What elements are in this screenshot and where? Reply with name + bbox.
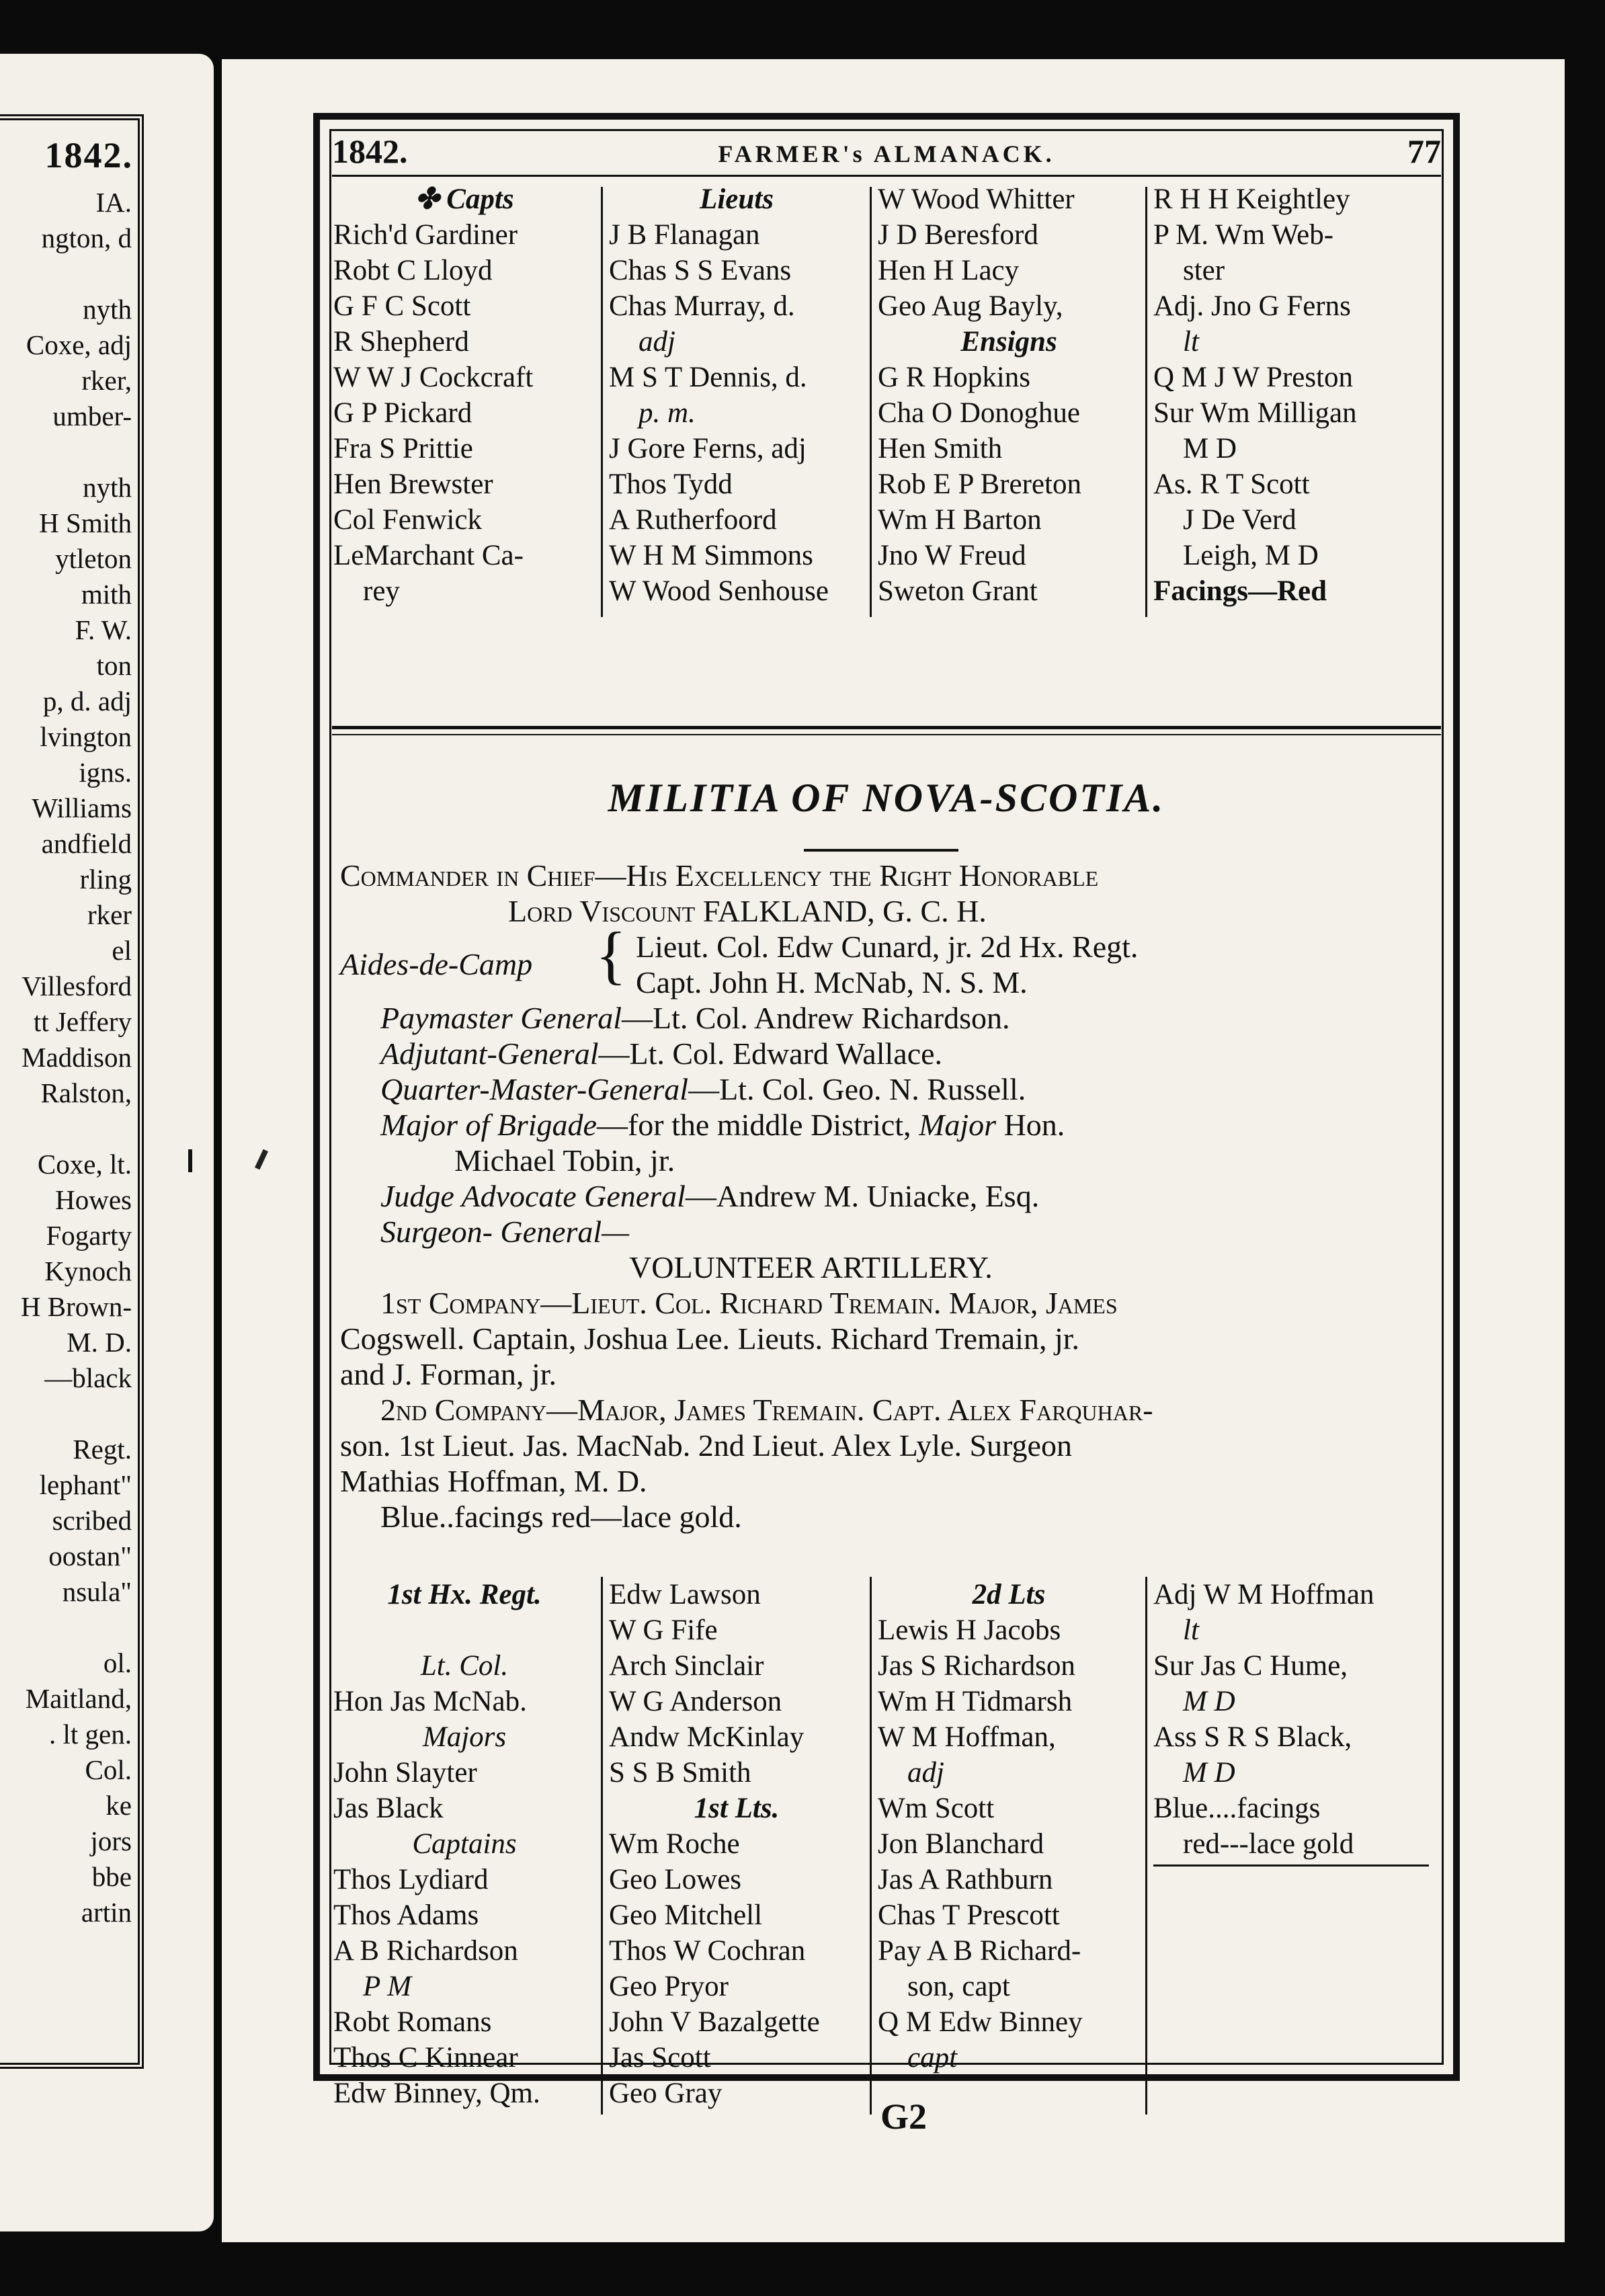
- officer-name: Hon Jas McNab.: [333, 1686, 527, 1717]
- left-page-line: Coxe, adj: [26, 329, 132, 360]
- militia-staff-list: [340, 858, 1440, 1534]
- officer-name: Sur Jas C Hume,: [1153, 1650, 1348, 1682]
- left-page-line: p, d. adj: [42, 686, 132, 716]
- officer-name: G F C Scott: [333, 290, 471, 322]
- officer-name: Hen Smith: [878, 433, 1003, 464]
- officer-name: Edw Lawson: [609, 1579, 761, 1610]
- officer-name: W Wood Senhouse: [609, 575, 829, 607]
- officer-name: A B Richardson: [333, 1935, 518, 1967]
- left-page-line: ngton, d: [41, 222, 132, 253]
- column-divider: [870, 187, 872, 617]
- header-rule: [332, 175, 1441, 177]
- officer-name: J De Verd: [1183, 504, 1297, 536]
- left-page-line: bbe: [91, 1861, 132, 1892]
- officer-name: W Wood Whitter: [878, 183, 1075, 215]
- officer-name: Thos W Cochran: [609, 1935, 806, 1967]
- officer-name: LeMarchant Ca-: [333, 540, 524, 571]
- officer-name: J B Flanagan: [609, 219, 760, 251]
- officer-name: Chas Murray, d.: [609, 290, 795, 322]
- officer-name: W W J Cockcraft: [333, 362, 534, 393]
- left-page-line: Fogarty: [46, 1220, 132, 1251]
- left-page-line: [0, 256, 132, 292]
- officer-name: Geo Pryor: [609, 1971, 729, 2002]
- officer-name: Jas Scott: [609, 2042, 711, 2074]
- left-page-line: rker,: [81, 365, 132, 396]
- officer-note: lt: [1183, 326, 1199, 358]
- left-page-line: H Smith: [39, 507, 132, 538]
- rank-heading: 1st Lts.: [694, 1793, 780, 1824]
- halifax-column-4: [1153, 1577, 1436, 1862]
- left-page-line: Maddison: [22, 1042, 132, 1073]
- left-page-line: jors: [90, 1826, 132, 1856]
- artillery-heading: VOLUNTEER ARTILLERY.: [629, 1250, 993, 1284]
- officer-note: M D: [1183, 1757, 1235, 1789]
- officer-name: John Slayter: [333, 1757, 477, 1789]
- artillery-line: Cogswell. Captain, Joshua Lee. Lieuts. Richard Tremain, jr.: [340, 1321, 1080, 1356]
- officer-name: R Shepherd: [333, 326, 469, 358]
- left-page-line: tt Jeffery: [33, 1006, 132, 1037]
- officer-note: capt: [907, 2042, 958, 2074]
- officers-column-capts: [333, 181, 595, 609]
- left-page-line: oostan": [48, 1541, 132, 1571]
- binding-mark: [188, 1149, 192, 1172]
- title-underline: [804, 849, 958, 852]
- officer-name: ster: [1183, 255, 1225, 286]
- officer-name: G P Pickard: [333, 397, 472, 429]
- running-header: [332, 132, 1441, 172]
- officer-name: Arch Sinclair: [609, 1650, 764, 1682]
- officer-name: Robt Romans: [333, 2006, 492, 2038]
- column-divider: [601, 1577, 603, 2115]
- brigade-line-cont: Michael Tobin, jr.: [454, 1143, 675, 1178]
- officer-name: Wm Scott: [878, 1793, 995, 1824]
- artillery-line: 1st Company—Lieut. Col. Richard Tremain. Major, James: [380, 1286, 1118, 1320]
- capts-heading: ✤ Capts: [415, 183, 514, 215]
- officer-name: Sur Wm Milligan: [1153, 397, 1357, 429]
- left-page-line: Maitland,: [25, 1683, 132, 1714]
- officer-name: As. R T Scott: [1153, 468, 1310, 500]
- column-end-rule: [1153, 1864, 1429, 1867]
- officer-name: Hen Brewster: [333, 468, 493, 500]
- facings-note: red---lace gold: [1183, 1828, 1354, 1860]
- officer-name: Col Fenwick: [333, 504, 482, 536]
- officer-name: Andw McKinlay: [609, 1721, 805, 1753]
- left-page-line: lvington: [40, 721, 132, 752]
- ensigns-heading: Ensigns: [960, 326, 1057, 358]
- commander-line: Lord Viscount FALKLAND, G. C. H.: [508, 894, 987, 928]
- left-page-line: ol.: [103, 1647, 132, 1678]
- officer-note: P M: [363, 1971, 412, 2002]
- header-year: 1842.: [332, 132, 408, 170]
- officer-name: G R Hopkins: [878, 362, 1030, 393]
- officer-name: J D Beresford: [878, 219, 1038, 251]
- officers-column-staff: [1153, 181, 1436, 609]
- left-page-line: . lt gen.: [49, 1719, 132, 1750]
- halifax-column-2: [609, 1577, 864, 2111]
- left-page-line: [0, 1396, 132, 1432]
- left-page-line: andfield: [41, 828, 132, 859]
- left-page-line: ytleton: [55, 543, 132, 574]
- left-page-text: [0, 185, 132, 1930]
- officer-name: Robt C Lloyd: [333, 255, 493, 286]
- column-divider: [1145, 187, 1147, 617]
- officer-name: Geo Mitchell: [609, 1899, 763, 1931]
- aide-line: Lieut. Col. Edw Cunard, jr. 2d Hx. Regt.: [636, 930, 1139, 964]
- officer-name: W M Hoffman,: [878, 1721, 1056, 1753]
- column-divider: [1145, 1577, 1147, 2115]
- column-divider: [870, 1577, 872, 2115]
- officer-name: W G Anderson: [609, 1686, 782, 1717]
- officer-name: J Gore Ferns, adj: [609, 433, 807, 464]
- aides-label: Aides-de-Camp: [340, 947, 533, 981]
- officer-name: A Rutherfoord: [609, 504, 777, 536]
- quartermaster-line: Quarter-Master-General—Lt. Col. Geo. N. Russell.: [380, 1072, 1026, 1106]
- officer-name: M D: [1183, 433, 1237, 464]
- officer-name: Rich'd Gardiner: [333, 219, 518, 251]
- officer-name: Chas S S Evans: [609, 255, 792, 286]
- left-page-line: —black: [44, 1362, 132, 1393]
- officer-name: Fra S Prittie: [333, 433, 473, 464]
- left-page-line: [0, 1111, 132, 1147]
- officer-name: Pay A B Richard-: [878, 1935, 1081, 1967]
- officer-name: Jas S Richardson: [878, 1650, 1075, 1682]
- halifax-column-3: [878, 1577, 1140, 2076]
- left-page-year: 1842.: [44, 135, 133, 175]
- officer-name: Hen H Lacy: [878, 255, 1020, 286]
- left-page-line: el: [112, 935, 132, 966]
- officer-name: M S T Dennis, d.: [609, 362, 807, 393]
- officer-name: Q M J W Preston: [1153, 362, 1354, 393]
- officer-note: adj: [907, 1757, 944, 1789]
- officer-note: M D: [1183, 1686, 1235, 1717]
- officer-name: Wm Roche: [609, 1828, 740, 1860]
- left-page-line: nsula": [62, 1576, 132, 1607]
- section-rule-thin: [332, 734, 1441, 735]
- commander-line: Commander in Chief—His Excellency the Right Honorable: [340, 858, 1099, 893]
- left-page-line: Ralston,: [40, 1077, 132, 1108]
- left-page-line: scribed: [52, 1505, 132, 1536]
- officer-name: Ass S R S Black,: [1153, 1721, 1352, 1753]
- left-page-line: ke: [106, 1790, 132, 1821]
- artillery-line: and J. Forman, jr.: [340, 1357, 557, 1391]
- officer-note: p. m.: [639, 397, 696, 429]
- officer-name: Sweton Grant: [878, 575, 1038, 607]
- artillery-line: son. 1st Lieut. Jas. MacNab. 2nd Lieut. Alex Lyle. Surgeon: [340, 1428, 1072, 1463]
- left-page-line: [0, 1610, 132, 1645]
- officer-name: S S B Smith: [609, 1757, 751, 1789]
- paymaster-line: Paymaster General—Lt. Col. Andrew Richardson.: [380, 1001, 1010, 1035]
- facings-note: Facings—Red: [1153, 575, 1327, 607]
- officer-name: Jas Black: [333, 1793, 444, 1824]
- officer-name: Geo Lowes: [609, 1864, 742, 1895]
- judge-line: Judge Advocate General—Andrew M. Uniacke, Esq.: [380, 1179, 1040, 1213]
- officers-column-lieuts: [609, 181, 864, 609]
- officer-name: Jno W Freud: [878, 540, 1026, 571]
- officer-name: Adj. Jno G Ferns: [1153, 290, 1351, 322]
- officer-name: Thos Lydiard: [333, 1864, 489, 1895]
- left-page-line: rker: [87, 899, 132, 930]
- brigade-line: Major of Brigade—for the middle District, Major Hon.: [380, 1108, 1065, 1142]
- rank-heading: 2d Lts: [972, 1579, 1046, 1610]
- margin-mark: [255, 1149, 268, 1170]
- left-page-line: lephant": [39, 1469, 132, 1500]
- left-page-line: Villesford: [22, 971, 132, 1001]
- officer-name: Rob E P Brereton: [878, 468, 1081, 500]
- officer-name: R H H Keightley: [1153, 183, 1350, 215]
- left-page-line: igns.: [79, 757, 132, 788]
- officer-name: son, capt: [907, 1971, 1010, 2002]
- left-page-line: [0, 434, 132, 470]
- officer-name: Chas T Prescott: [878, 1899, 1060, 1931]
- left-page-line: F. W.: [75, 614, 132, 645]
- rank-heading: Majors: [422, 1721, 507, 1753]
- militia-title: MILITIA OF NOVA-SCOTIA.: [608, 776, 1165, 820]
- page-number: 77: [1407, 132, 1441, 170]
- column-divider: [601, 187, 603, 617]
- left-page-line: ton: [96, 650, 132, 681]
- aides-block: [340, 919, 1440, 1000]
- left-page-line: nyth: [83, 294, 132, 325]
- officer-name: Edw Binney, Qm.: [333, 2078, 540, 2109]
- officer-name: Geo Aug Bayly,: [878, 290, 1063, 322]
- rank-heading: Lt. Col.: [420, 1650, 509, 1682]
- signature-mark: G2: [880, 2096, 928, 2137]
- officer-name: Geo Gray: [609, 2078, 723, 2109]
- left-page-line: umber-: [52, 401, 132, 432]
- left-page-line: Col.: [85, 1754, 132, 1785]
- artillery-line: Blue..facings red—lace gold.: [380, 1500, 742, 1534]
- surgeon-line: Surgeon- General—: [380, 1215, 630, 1249]
- aide-line: Capt. John H. McNab, N. S. M.: [636, 965, 1028, 999]
- left-page-line: Williams: [32, 792, 132, 823]
- officer-name: Thos C Kinnear: [333, 2042, 518, 2074]
- officer-name: Q M Edw Binney: [878, 2006, 1083, 2038]
- page-content: [320, 120, 1453, 2109]
- officer-name: P M. Wm Web-: [1153, 219, 1334, 251]
- officer-name: John V Bazalgette: [609, 2006, 820, 2038]
- artillery-line: 2nd Company—Major, James Tremain. Capt. Alex Farquhar-: [380, 1393, 1153, 1427]
- left-page-line: Kynoch: [44, 1256, 132, 1286]
- left-page-fragment: [0, 54, 214, 2231]
- officer-note: lt: [1183, 1614, 1199, 1646]
- left-page-line: H Brown-: [20, 1291, 132, 1322]
- officers-column-ensigns: [878, 181, 1140, 609]
- left-page-line: artin: [81, 1897, 132, 1928]
- regiment-heading: 1st Hx. Regt.: [387, 1579, 542, 1610]
- facings-note: Blue....facings: [1153, 1793, 1321, 1824]
- spacer: [333, 1612, 595, 1648]
- officer-name: Wm H Tidmarsh: [878, 1686, 1073, 1717]
- left-page-line: rling: [79, 864, 132, 895]
- header-title: FARMER's ALMANACK.: [718, 140, 1055, 167]
- adjutant-line: Adjutant-General—Lt. Col. Edward Wallace.: [380, 1036, 943, 1071]
- officer-name: Wm H Barton: [878, 504, 1042, 536]
- officer-name: Lewis H Jacobs: [878, 1614, 1061, 1646]
- rank-heading: Captains: [412, 1828, 517, 1860]
- almanac-page: [222, 59, 1565, 2242]
- left-page-line: IA.: [95, 187, 132, 218]
- officer-name: Jon Blanchard: [878, 1828, 1044, 1860]
- officer-name: Cha O Donoghue: [878, 397, 1080, 429]
- officer-name: Thos Tydd: [609, 468, 733, 500]
- officer-name: rey: [363, 575, 400, 607]
- officer-name: Leigh, M D: [1183, 540, 1319, 571]
- officer-name: Thos Adams: [333, 1899, 479, 1931]
- left-page-line: Regt.: [73, 1434, 132, 1465]
- officer-name: Adj W M Hoffman: [1153, 1579, 1374, 1610]
- left-page-line: M. D.: [67, 1327, 132, 1358]
- officer-name: Jas A Rathburn: [878, 1864, 1053, 1895]
- left-page-line: mith: [81, 579, 132, 610]
- halifax-column-1: [333, 1577, 595, 2111]
- lieuts-heading: Lieuts: [700, 183, 774, 215]
- brace-glyph: {: [595, 919, 627, 991]
- left-page-line: nyth: [83, 472, 132, 503]
- artillery-line: Mathias Hoffman, M. D.: [340, 1464, 647, 1498]
- section-rule-thick: [332, 726, 1441, 729]
- left-page-line: Coxe, lt.: [37, 1149, 132, 1180]
- officer-note: adj: [639, 326, 675, 358]
- left-page-line: Howes: [55, 1184, 132, 1215]
- officer-name: W G Fife: [609, 1614, 718, 1646]
- officer-name: W H M Simmons: [609, 540, 813, 571]
